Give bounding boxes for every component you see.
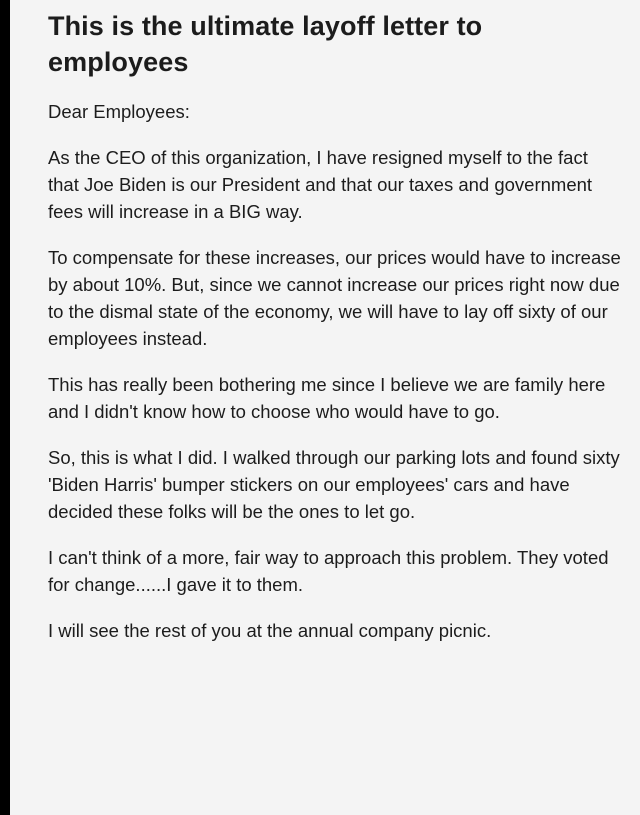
letter-paragraph-3: This has really been bothering me since I believe we are family here and I didn't know how to choose who would have to go.: [48, 374, 606, 422]
letter-salutation: Dear Employees:: [48, 101, 190, 122]
letter-paragraph-4: So, this is what I did. I walked through our parking lots and found sixty 'Biden Harris' bumper stickers on our employees' cars and have decided these folks will be the ones to let go.: [48, 447, 620, 522]
letter-page: [10, 0, 640, 815]
letter-paragraph-1: As the CEO of this organization, I have resigned myself to the fact that Joe Biden is our President and that our taxes and government fees will increase in a BIG way.: [48, 147, 593, 222]
letter-title: This is the ultimate layoff letter to employees: [48, 11, 483, 77]
letter-paragraph-5: I can't think of a more, fair way to approach this problem. They voted for change......I gave it to them.: [48, 547, 609, 595]
letter-paragraph-2: To compensate for these increases, our prices would have to increase by about 10%. But, since we cannot increase our prices right now due to the dismal state of the economy, we will have to lay off sixty of our employees instead.: [48, 247, 621, 349]
letter-paragraph-6: I will see the rest of you at the annual company picnic.: [48, 620, 492, 641]
